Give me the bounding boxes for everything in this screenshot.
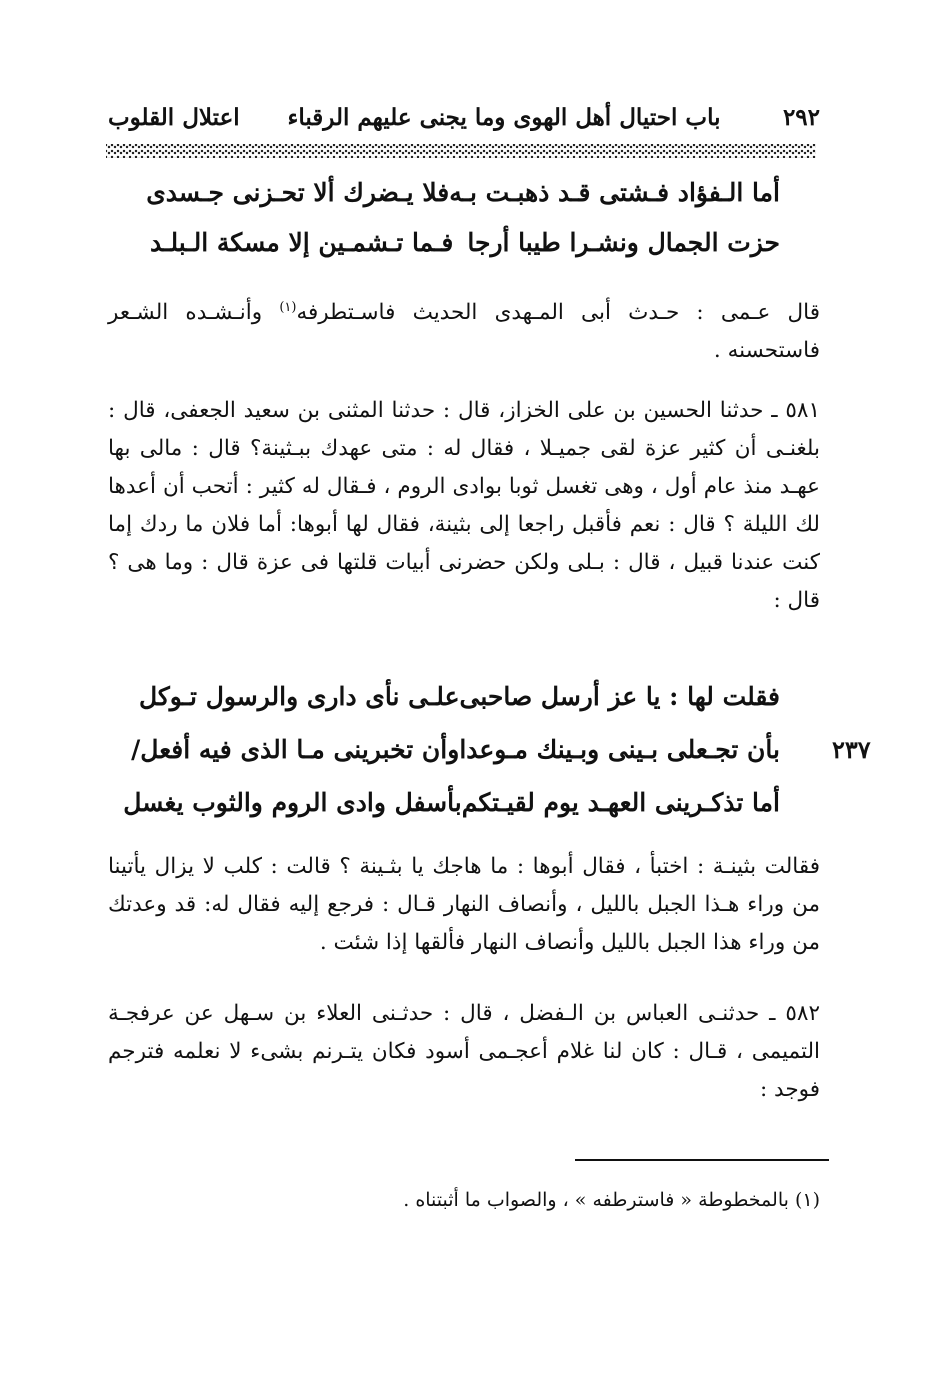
verse-hemistich-first: أما الـفؤاد فـشتى قـد ذهبـت بـه	[449, 178, 780, 207]
paragraph-text: وأنـشـده الشـعر فاستحسنه .	[108, 300, 820, 364]
verse-hemistich-first: أما تذكـرينى العهـد يوم لقيـتكم	[461, 788, 780, 817]
paragraph-581: ٥٨١ ـ حدثنا الحسين بن على الخزاز، قال : حدثنا المثنى بن سعيد الجعفى، قال : بلغنـى أن كثير عزة لقى جميـلا ، فقال له : متى عهدك ببـثينة؟ قال : مالى بها عهـد منذ عام أول ، وهى تغسل ثوبا بوادى الروم ، فـقال له كثير : أتحب أن أعدها لك الليلة ؟ قال : نعم فأقبل راجعا إلى بثينة، فقال لها أبوها: أما فلان ما ردك إما كنت عندنا قبيل ، قال : بـلى ولكن حضرنى أبيات قلتها فى عزة قال : وما هى ؟ قال :	[108, 398, 820, 613]
verse-hemistich-second: علـى نأى دارى والرسول تـوكل	[138, 682, 460, 711]
chapter-title: باب احتيال أهل الهوى وما يجنى عليهم الرقباء	[287, 104, 721, 131]
verse-line	[131, 735, 780, 764]
footnote-separator	[575, 1159, 829, 1161]
verse-hemistich-first: فقلت لها : يا عز أرسل صاحبى	[459, 682, 780, 711]
verse-line	[150, 228, 780, 257]
running-header	[108, 104, 820, 140]
page-number: ٢٩٢	[782, 104, 820, 131]
verse-line	[138, 682, 780, 711]
verse-hemistich-first: بأن تجـعلى بـينى وبـينك مـوعدا	[459, 735, 780, 764]
book-title: اعتلال القلوب	[108, 104, 240, 131]
paragraph-uncle	[108, 289, 820, 370]
paragraph-buthayna: فقالت بثينـة : اختبأ ، فقال أبوها : ما هاجك يا بثـينة ؟ قالت : كلب لا يزال يأتينا من وراء هـذا الجبل بالليل ، وأنصاف النهار قـال : فرجع إليه فقال له: قد وعدتك من وراء هذا الجبل بالليل وأنصاف النهار فألقها إذا شئت .	[108, 854, 820, 955]
verse-hemistich-first: حزت الجمال ونشـرا طيبا أرجا	[467, 228, 780, 257]
verse-hemistich-second: بأسفل وادى الروم والثوب يغسل	[123, 788, 462, 817]
header-ornament-rule	[106, 144, 816, 158]
verse-line	[146, 178, 780, 207]
footnote-reference: (١)	[279, 300, 297, 315]
footnote: (١) بالمخطوطة « فاسترطفه » ، والصواب ما أثبتناه .	[403, 1189, 820, 1211]
paragraph-582: ٥٨٢ ـ حدثنـى العباس بن الـفضل ، قال : حدثـنى العلاء بن سـهل عن عرفجـة التميمى ، قـال : كان لنا غلام أعجـمى أسود فكان يتـرنم بشىء لا نعلمه فترجم فوجد :	[108, 1001, 820, 1102]
verse-hemistich-second: فـما تـشمـين إلا مسكة الـبلـد	[150, 228, 454, 257]
verse-hemistich-second: فلا يـضرك ألا تحـزنى جـسدى	[146, 178, 450, 207]
verse-line	[123, 788, 780, 817]
paragraph-text: قال عـمى : حـدث أبى المـهدى الحديث فاسـتطرفه	[296, 300, 821, 326]
verse-hemistich-second: وأن تخبرينى مـا الذى فيه أفعل/	[131, 735, 460, 764]
manuscript-folio-number: ٢٣٧	[832, 735, 871, 764]
